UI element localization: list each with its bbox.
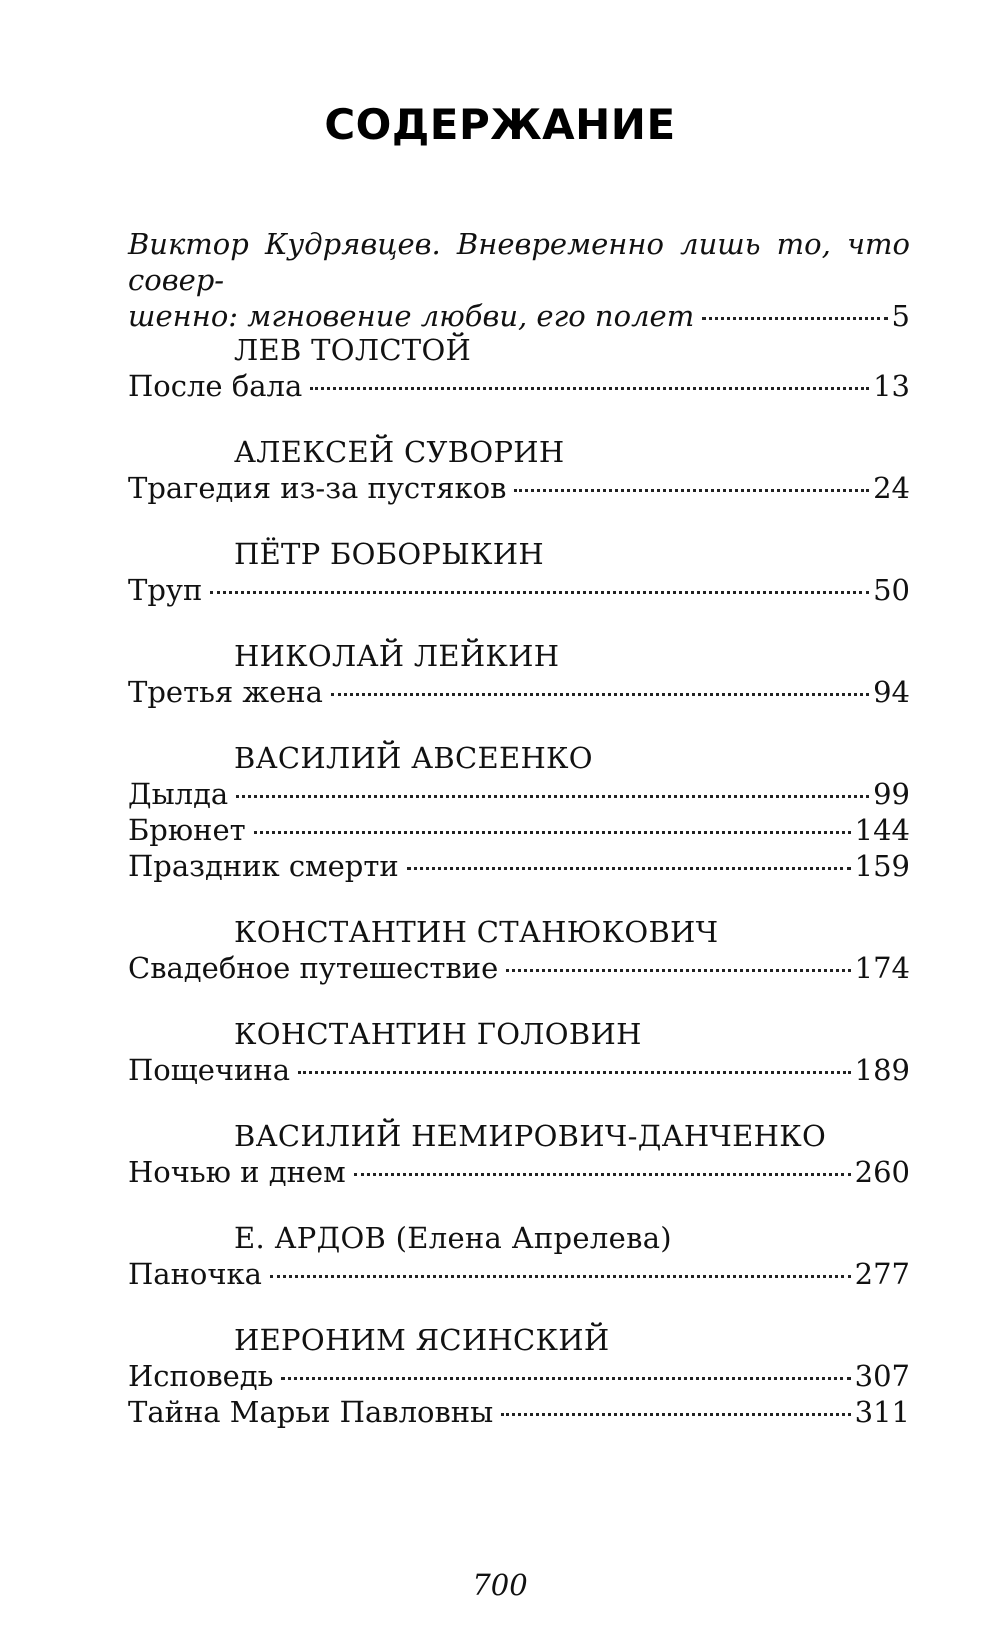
toc-entry [128, 950, 910, 986]
author-heading: НИКОЛАЙ ЛЕЙКИН [234, 639, 560, 673]
author-heading: ЛЕВ ТОЛСТОЙ [234, 333, 472, 367]
toc-entry [128, 368, 910, 404]
work-page: 311 [854, 1395, 910, 1429]
author-heading: КОНСТАНТИН ГОЛОВИН [234, 1017, 642, 1051]
author-heading: Е. АРДОВ (Елена Апрелева) [234, 1221, 672, 1255]
table-of-contents [128, 332, 910, 1460]
toc-entry [128, 470, 910, 506]
dot-leader [506, 967, 850, 972]
toc-section [128, 434, 910, 506]
work-title: Пощечина [128, 1053, 290, 1087]
work-title: Труп [128, 573, 203, 607]
toc-section [128, 1322, 910, 1430]
intro-line-1: Виктор Кудрявцев. Вневременно лишь то, что совер- [128, 227, 910, 297]
toc-section [128, 1220, 910, 1292]
work-title: Праздник смерти [128, 849, 399, 883]
work-title: Свадебное путешествие [128, 951, 499, 985]
toc-entry [128, 1358, 910, 1394]
dot-leader [270, 1273, 851, 1278]
toc-section [128, 740, 910, 884]
author-heading: ВАСИЛИЙ НЕМИРОВИЧ-ДАНЧЕНКО [234, 1119, 827, 1153]
intro-entry [128, 226, 910, 334]
work-page: 189 [854, 1053, 910, 1087]
toc-section [128, 536, 910, 608]
toc-section [128, 638, 910, 710]
toc-entry [128, 572, 910, 608]
dot-leader [331, 691, 869, 696]
work-page: 144 [854, 813, 910, 847]
toc-entry [128, 1154, 910, 1190]
work-title: Трагедия из-за пустяков [128, 471, 507, 505]
toc-entry [128, 1052, 910, 1088]
dot-leader [281, 1375, 850, 1380]
work-page: 24 [873, 471, 910, 505]
work-title: Паночка [128, 1257, 262, 1291]
toc-section [128, 332, 910, 404]
author-heading: АЛЕКСЕЙ СУВОРИН [234, 435, 565, 469]
work-page: 260 [854, 1155, 910, 1189]
dot-leader [407, 865, 851, 870]
work-title: После бала [128, 369, 303, 403]
dot-leader [514, 487, 869, 492]
toc-entry [128, 1394, 910, 1430]
author-heading: ИЕРОНИМ ЯСИНСКИЙ [234, 1323, 610, 1357]
work-page: 94 [873, 675, 910, 709]
work-title: Брюнет [128, 813, 246, 847]
toc-entry [128, 848, 910, 884]
author-heading: ПЁТР БОБОРЫКИН [234, 537, 544, 571]
work-page: 174 [854, 951, 910, 985]
page-number: 700 [472, 1568, 528, 1602]
dot-leader [298, 1069, 851, 1074]
toc-entry [128, 1256, 910, 1292]
author-heading: ВАСИЛИЙ АВСЕЕНКО [234, 741, 593, 775]
work-title: Тайна Марьи Павловны [128, 1395, 494, 1429]
toc-section [128, 1118, 910, 1190]
dot-leader [310, 385, 869, 390]
work-title: Исповедь [128, 1359, 274, 1393]
work-page: 99 [873, 777, 910, 811]
toc-entry [128, 776, 910, 812]
work-title: Ночью и днем [128, 1155, 346, 1189]
dot-leader [354, 1171, 851, 1176]
work-page: 307 [854, 1359, 910, 1393]
dot-leader [236, 793, 869, 798]
toc-entry [128, 812, 910, 848]
page-title: СОДЕРЖАНИЕ [324, 100, 676, 149]
work-page: 13 [873, 369, 910, 403]
dot-leader [210, 589, 869, 594]
intro-line-2: шенно: мгновение любви, его полет [128, 299, 695, 333]
intro-line-2-row [128, 298, 910, 334]
dot-leader [501, 1411, 850, 1416]
intro-page: 5 [891, 299, 910, 333]
toc-section [128, 1016, 910, 1088]
work-title: Дылда [128, 777, 229, 811]
toc-entry [128, 674, 910, 710]
author-heading: КОНСТАНТИН СТАНЮКОВИЧ [234, 915, 719, 949]
work-title: Третья жена [128, 675, 323, 709]
work-page: 50 [873, 573, 910, 607]
work-page: 159 [854, 849, 910, 883]
dot-leader [254, 829, 851, 834]
dot-leader [702, 315, 887, 320]
toc-section [128, 914, 910, 986]
work-page: 277 [854, 1257, 910, 1291]
